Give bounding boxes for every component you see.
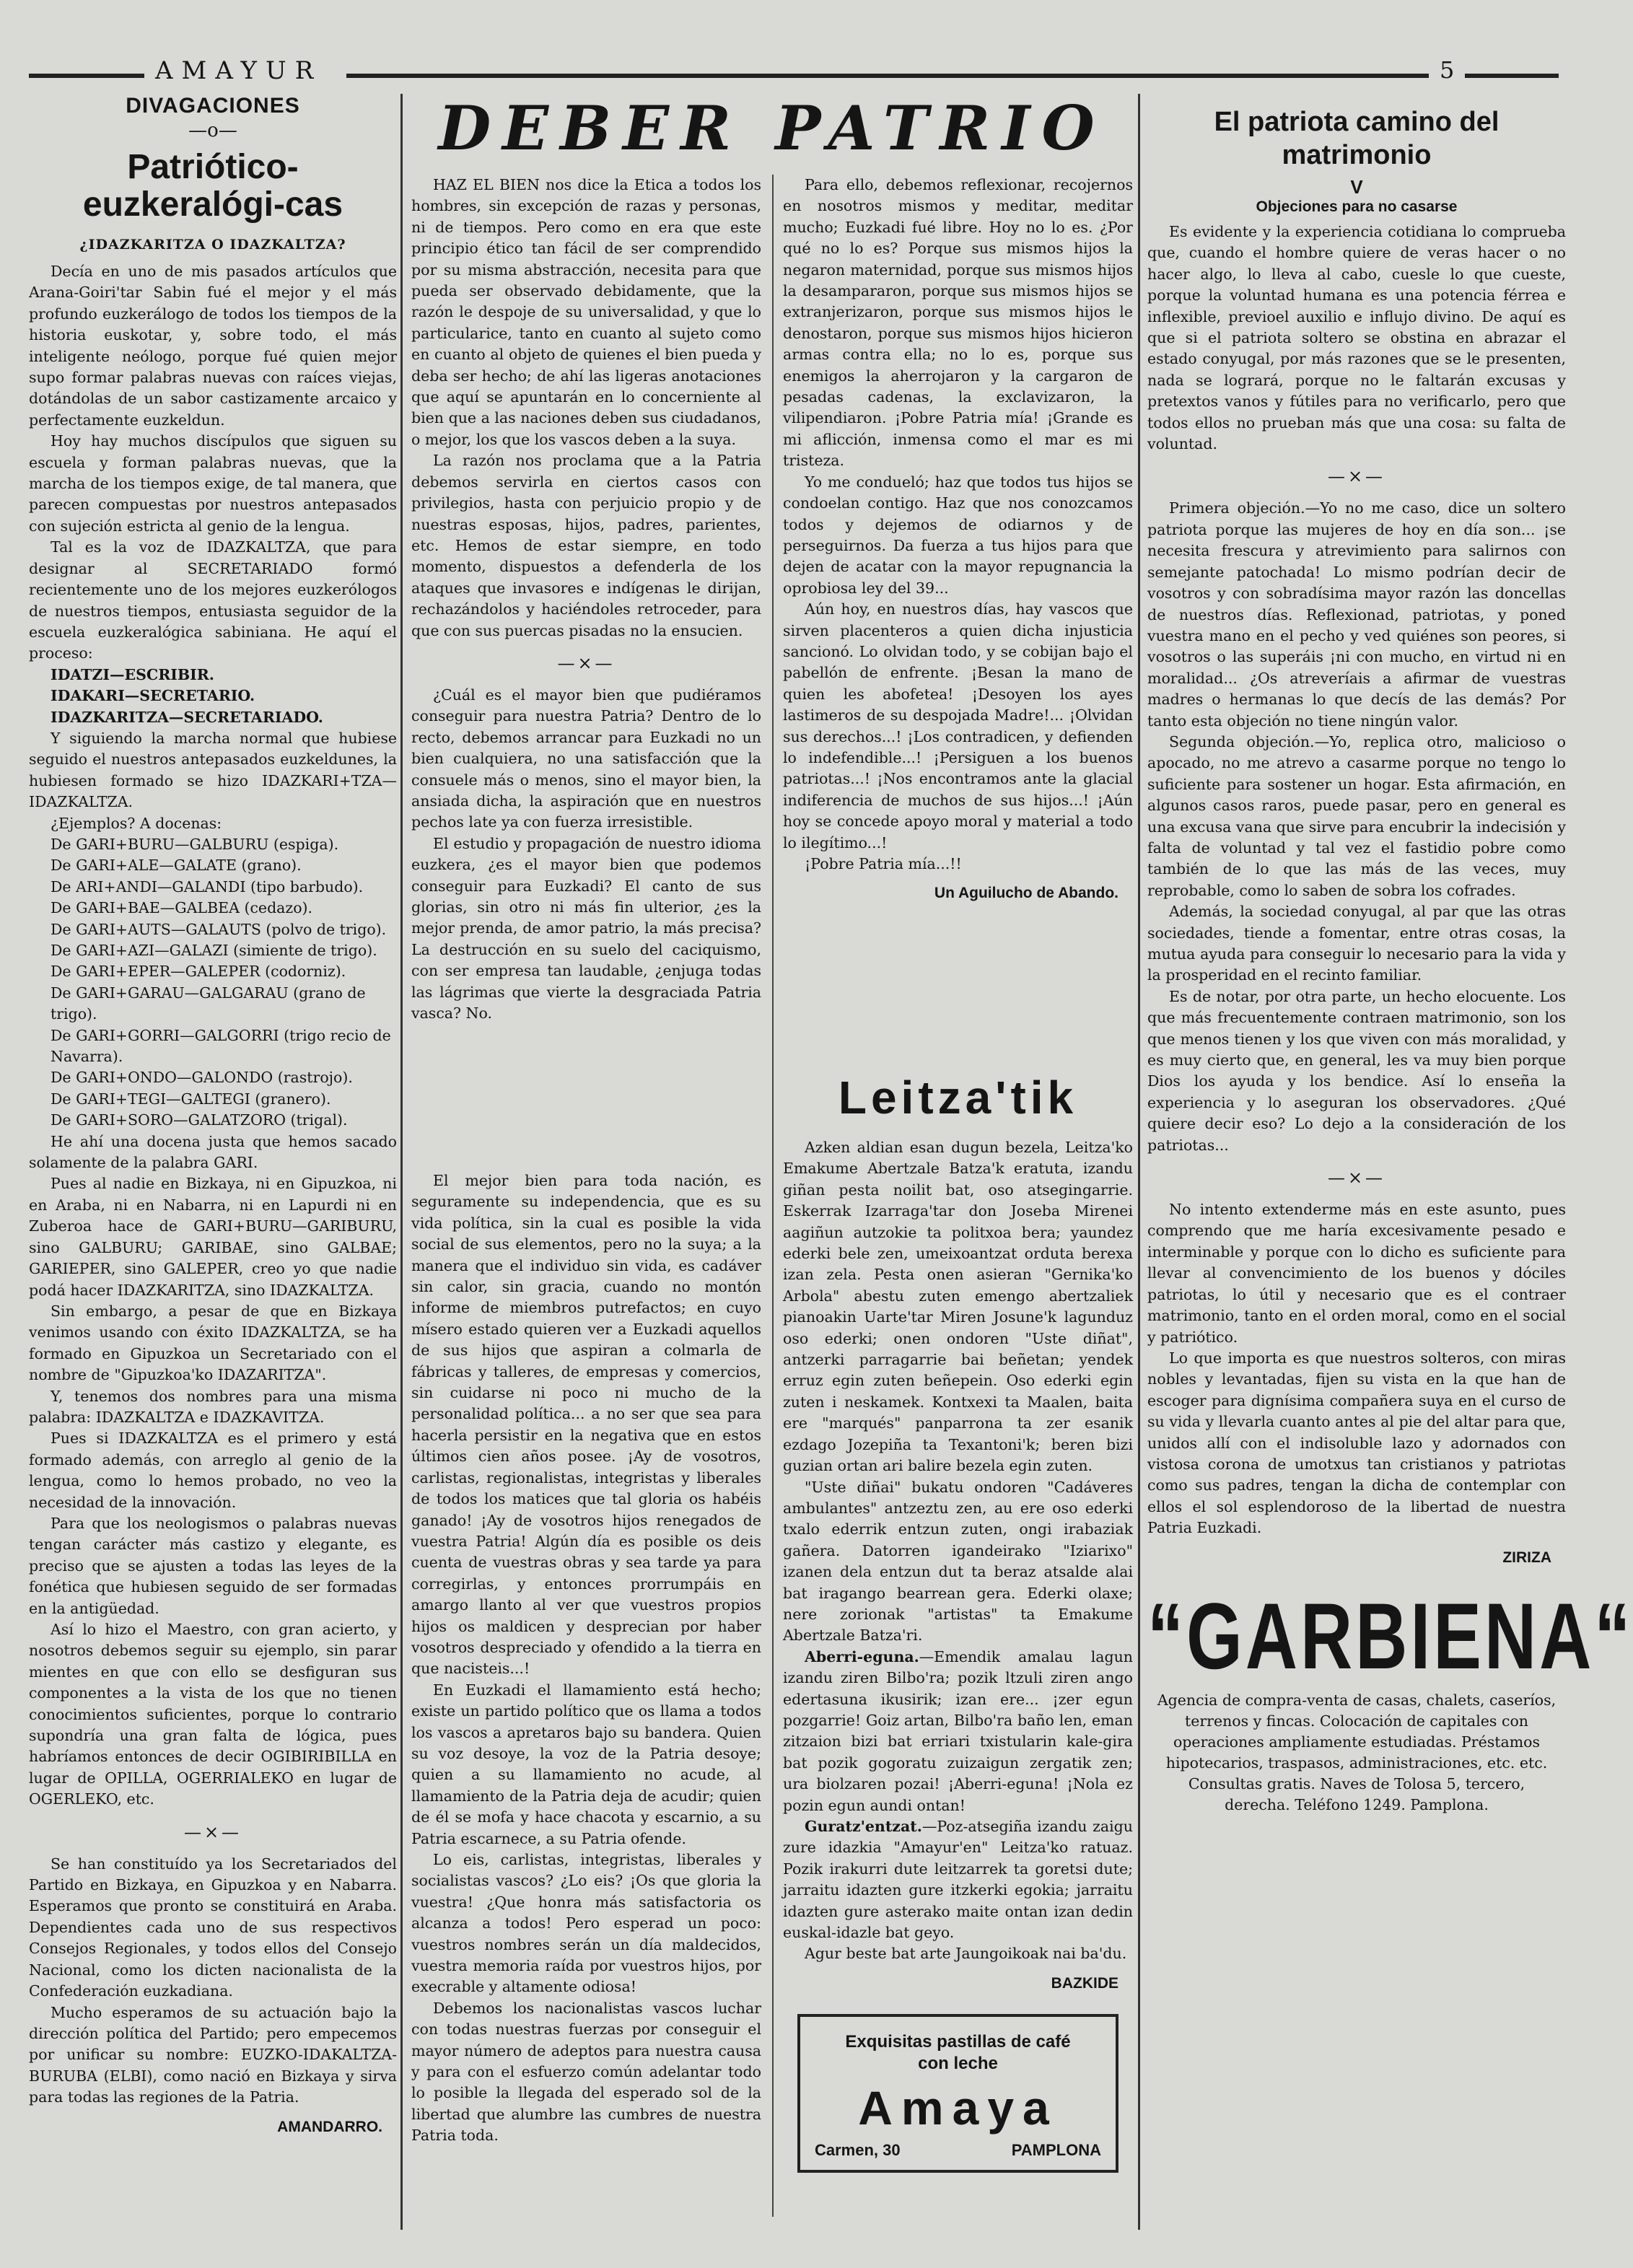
paragraph: Pues si IDAZKALTZA es el primero y está formado además, con arreglo al genio de la lengua, como lo hemos probado, no veo la necesidad de la innovación. xyxy=(29,1429,397,1511)
paragraph: Azken aldian esan dugun bezela, Leitza'ko Emakume Abertzale Batza'k eratuta, izandu giñan pesta noilit bat, oso atsegingarrie. Eskerrak Izarraga'tar don Joseba Mirenei aagiñun autzokie ta politxoa bera; yaundez ederki bele zen, umeixoantzat orduta berexa izan zela. Pesta onen asieran "Gernika'ko Arbola" abestu zuten emengo abertzaliek pianoakin Uarte'tar Miren Josune'k lagunduz oso ederki; onen ondoren "Uste diñat", antzerki parragarrie bai beñetan; yendek erruz egin zuten beñepein. Oso ederki egin zuten i neskamek. Kontxexi ta Maalen, baita ere "marqués" panparrona ta zer esanik ezdago Jozepiña ta Texantoni'k; beren bizi guzian ortan ari balire bezela egin zuten. xyxy=(783,1139,1133,1475)
article-body xyxy=(411,175,1133,2159)
example-line: De GARI+BURU—GALBURU (espiga). xyxy=(51,835,339,853)
masthead-rule xyxy=(1465,74,1559,78)
paragraph: ¿Cuál es el mayor bien que pudiéramos conseguir para nuestra Patria? Dentro de lo recto, debemos arrancar para Euzkadi no un bien cualquiera, no una satisfacción que la consuele más o menos, sino el mayor bien, la ansiada dicha, la aspiración que en nuestros pechos late ya con fuerza irresistible. xyxy=(411,686,761,831)
article-title: El patriota camino del matrimonio xyxy=(1214,107,1500,170)
subcolumn-left xyxy=(411,175,761,1077)
column-divider xyxy=(772,175,774,2217)
example-line: De ARI+ANDI—GALANDI (tipo barbudo). xyxy=(51,877,364,896)
paragraph-text: —Poz-atsegiña izandu zaigu zure idazkia "Amayur'en" Leitza'ko ratuaz. Pozik irakurri dute leitzarrek ta goretsi dute; jarraitu idazten gure itzkerki egokia; jarraitu idazten gure asterako maite ontan izan dedin euskal-idazle bat geyo. xyxy=(783,1818,1133,1942)
signature: Un Aguilucho de Abando. xyxy=(934,885,1118,902)
example-line: De GARI+TEGI—GALTEGI (granero). xyxy=(51,1090,331,1108)
paragraph: Agur beste bat arte Jaungoikoak nai ba'du. xyxy=(805,1945,1127,1963)
column-divider xyxy=(1138,94,1140,2230)
paragraph: Segunda objeción.—Yo, replica otro, malicioso o apocado, no me atrevo a casarme porque no tengo lo suficiente para sostener un hogar. Esta afirmación, en algunos casos raros, puede pasar, pero en general es una excusa vana que sirve para encubrir la indecisión y falta de voluntad y tal vez el fastidio pobre como también de lo que las más de las veces, muy reprobable, como lo saben de sobra los cofrades. xyxy=(1147,732,1566,899)
separator: —×— xyxy=(1327,466,1386,487)
example-line: De GARI+BAE—GALBEA (cedazo). xyxy=(51,899,313,917)
example-line: De GARI+ONDO—GALONDO (rastrojo). xyxy=(51,1069,353,1087)
ad-city: PAMPLONA xyxy=(1011,2140,1101,2159)
paragraph: El estudio y propagación de nuestro idioma euzkera, ¿es el mayor bien que podemos conseguir para Euzkadi? El canto de sus glorias, sin otro ni más fin ulterior, ¿es la mejor prenda, de amor patrio, la más precisa? La destrucción en su suelo del caciquismo, con ser empresa tan laudable, ¿enjuga todas las lágrimas que vierte la desgraciada Patria vasca? No. xyxy=(411,834,761,1023)
paragraph xyxy=(783,1647,1133,1816)
paragraph: Debemos los nacionalistas vascos luchar con todas nuestras fuerzas por conseguir el mayor número de adeptos para nuestra causa y para con el esfuerzo común adelantar todo lo posible la llegada del esperado sol de la libertad que alumbre las cumbres de nuestra Patria toda. xyxy=(411,1999,761,2145)
subheading: Guratz'entzat. xyxy=(805,1818,922,1835)
paragraph xyxy=(783,1816,1133,1943)
process-line: IDAKARI—SECRETARIO. xyxy=(51,687,255,705)
signature: ZIRIZA xyxy=(1502,1549,1551,1566)
paragraph: Lo eis, carlistas, integristas, liberales y socialistas vascos? ¿Lo eis? ¡Os que gloria la vuestra! ¿Que honra más satisfactoria os alcanza a todos! Pero esperad un poco: vuestros nombres serán un día maldecidos, vuestra memoria raída por vuestros hijos, por execrable y altamente odiosa! xyxy=(411,1851,761,1996)
ad-brand: Amaya xyxy=(858,2080,1058,2135)
masthead-rule xyxy=(346,74,1429,78)
advertisement-amaya xyxy=(797,2014,1118,2173)
paragraph: ¿Ejemplos? A docenas: xyxy=(51,814,222,832)
paragraph: Primera objeción.—Yo no me caso, dice un soltero patriota porque las mujeres de hoy en día son... ¡se necesita frescura y atrevimiento para salirnos con semejante patochada! Lo mismo podrían decir de vosotros y con sobradísima mayor razón las doncellas de nuestros días. Reflexionad, patriotas, y poned vuestra mano en el pecho y ved quiénes son peores, si vosotros o las superáis ¡ni con mucho, en virtud ni en moralidad... ¿Os atreveríais a afirmar de vuestras madres o hermanas lo que decís de las demás? Por tanto esta objeción no tiene ningún valor. xyxy=(1147,499,1566,730)
paragraph: "Uste diñai" bukatu ondoren "Cadáveres ambulantes" antzeztu zen, au ere oso ederki txalo ederrik entzun zuten, ongi irabaziak gañera. Datorren igandeirako "Iziarixo" izanen dela entzun dut ta beraz atsalde alai bat iragango bearrean gera. Ederki olaxe; nere zorionak "artistas" ta Emakume Abertzale Batza'ri. xyxy=(783,1478,1133,1645)
paragraph: ¡Pobre Patria mía...!! xyxy=(805,855,962,872)
article-subtitle: ¿IDAZKARITZA O IDAZKALTZA? xyxy=(79,237,346,253)
advertisement-text: Agencia de compra-venta de casas, chalets, caseríos, terrenos y fincas. Colocación de capitales con operaciones ampliamente estudiadas. Préstamos hipotecarios, traspasos, administraciones, etc. etc. Consultas gratis. Naves de Tolosa 5, tercero, derecha. Teléfono 1249. Pamplona. xyxy=(1157,1691,1557,1813)
example-line: De GARI+SORO—GALATZORO (trigal). xyxy=(51,1111,348,1129)
paragraph: Mucho esperamos de su actuación bajo la dirección política del Partido; pero empecemos por unificar su nombre: EUZKO-IDAKALTZA-BURUBA (ELBI), como nació en Bizkaya y sirva para todas las regiones de la Patria. xyxy=(29,2003,397,2106)
process-line: IDAZKARITZA—SECRETARIADO. xyxy=(51,708,323,726)
page-number: 5 xyxy=(1440,56,1455,84)
paragraph: Sin embargo, a pesar de que en Bizkaya venimos usando con éxito IDAZKALTZA, se ha formado en Gipuzkoa un Secretariado con el nombre de "Gipuzkoa'ko IDAZARITZA". xyxy=(29,1302,397,1384)
subcolumn-right xyxy=(783,175,1133,1077)
example-line: De GARI+AZI—GALAZI (simiente de trigo). xyxy=(51,942,377,959)
paragraph: Pues al nadie en Bizkaya, ni en Gipuzkoa, ni en Araba, ni en Nabarra, ni en Lapurdi ni en Zuberoa hace de GARI+BURU—GARIBURU, sino GALBURU; GARIBAE, sino GALBAE; GARIEPER, sino GALEPER, creo yo que nadie podá hacer IDAZKARITZA, sino IDAZKALTZA. xyxy=(29,1175,397,1299)
ad-line: con leche xyxy=(918,2053,998,2073)
paragraph: Aún hoy, en nuestros días, hay vascos que sirven placenteros a quien dicha injusticia sancionó. Lo olvidan todo, y se cobijan bajo el pabellón de enfrente. ¡Besan la mano de quien les abofetea! ¡Desoyen los ayes lastimeros de su despojada Madre!... ¡Olvidan sus derechos...! ¡Los contradicen, y defienden lo indefendible...! ¡Persiguen a los buenos patriotas...! ¡Nos encontramos ante la glacial indiferencia de muchos de sus hijos...! ¡Aún hoy se concede apoyo moral y material a todo lo ilegítimo...! xyxy=(783,600,1133,851)
column-divider xyxy=(400,94,403,2230)
paragraph: Para que los neologismos o palabras nuevas tengan carácter más castizo y elegante, es preciso que se ajusten a todas las leyes de la fonética que hubiesen seguido de ser formadas en la antigüedad. xyxy=(29,1514,397,1617)
paragraph: Además, la sociedad conyugal, al par que las otras sociedades, tiende a fomentar, entre otras cosas, la mutua ayuda para conseguir lo necesario para la vida y la prosperidad en el recinto familiar. xyxy=(1147,903,1566,984)
paper-name: AMAYUR xyxy=(155,56,323,85)
separator: —×— xyxy=(557,652,616,673)
ad-address-row xyxy=(815,2141,1101,2160)
masthead-rule xyxy=(29,74,144,78)
example-line: De GARI+GARAU—GALGARAU (grano de trigo). xyxy=(51,984,366,1023)
part-number: V xyxy=(1350,176,1363,198)
paragraph: Lo que importa es que nuestros solteros, con miras nobles y levantadas, fijen su vista en la que han de escoger para dignísima compañera suya en el curso de su vida y llevarla cuanto antes al pie del altar para que, unidos allí con el indisoluble lazo y adornados con vistosa corona de umotxus tan cristianos y patriotas como sus padres, tengan la dicha de contemplar con ellos el sol esplendoroso de la libertad de nuestra Patria Euzkadi. xyxy=(1147,1349,1566,1537)
paragraph: Y, tenemos dos nombres para una misma palabra: IDAZKALTZA e IDAZKAVITZA. xyxy=(29,1387,397,1426)
column-patriota xyxy=(1147,94,1633,2230)
paragraph-text: —Emendik amalau lagun izandu ziren Bilbo'ra; pozik ltzuli ziren ango edertasuna ikusirik; izan ere... ¡zer egun pozgarrie! Goiz artan, Bilbo'ra baño len, eman zitzaion bizi bat erriari txistularin kale-gira bat pozik gogoratu zuizaigun zergatik zen; ura biolzaren pozai! ¡Aberri-eguna! ¡Nola ez pozin egun aundi ontan! xyxy=(783,1647,1133,1814)
article-title: Leitza'tik xyxy=(838,1072,1078,1124)
subheading: Aberri-eguna. xyxy=(805,1647,919,1665)
signature: BAZKIDE xyxy=(1051,1974,1118,1992)
paragraph: Para ello, debemos reflexionar, recojernos en nosotros mismos y meditar, meditar mucho; Euzkadi fué libre. Hoy no lo es. ¿Por qué no lo es? Porque sus mismos hijos la negaron maternidad, porque sus mismos hijos la desampararon, porque sus mismos hijos se extranjerizaron, porque sus mismos hijos le denostaron, porque sus mismos hijos hicieron armas contra ella; no lo es, porque sus enemigos la aherrojaron y la cargaron de pesadas cadenas, la exclavizaron, la vilipendiaron. ¡Pobre Patria mía! ¡Grande es mi aflicción, inmensa como el mar es mi tristeza. xyxy=(783,176,1133,470)
example-line: De GARI+GORRI—GALGORRI (trigo recio de Navarra). xyxy=(51,1026,391,1066)
section-kicker: DIVAGACIONES xyxy=(126,94,300,118)
paragraph: Así lo hizo el Maestro, con gran acierto, y nosotros debemos seguir su ejemplo, sin parar mientes en que con ello se desfiguran sus componentes a la vista de los que no tienen conocimientos suficientes, porque lo contrario supondría una gran falta de lógica, pues habríamos entonces de decir OGIBIRIBILLA en lugar de OPILLA, OGERRIALEKO en lugar de OGERLEKO, etc. xyxy=(29,1621,397,1808)
process-line: IDATZI—ESCRIBIR. xyxy=(51,665,214,683)
paragraph: Yo me condueló; haz que todos tus hijos se condoelan contigo. Haz que nos conozcamos todos y dejemos de odiarnos y de perseguirnos. Da fuerza a tus hijos para que dejen de acatar con la mayor repugnancia la oprobiosa ley del 39... xyxy=(783,473,1133,597)
ad-address: Carmen, 30 xyxy=(815,2140,901,2159)
paragraph: No intento extenderme más en este asunto, pues comprendo que me haría excesivamente pesado e interminable y porque con lo dicho es suficiente para llevar al convencimiento de los buenos y dóciles patriotas, lo útil y necesario que es el contraer matrimonio, tanto en el orden moral, como en el social y patriótico. xyxy=(1147,1201,1566,1346)
paragraph: El mejor bien para toda nación, es seguramente su independencia, que es su vida política, sin la cual es posible la vida social de sus elementos, pero no la suya; a la manera que el individuo sin vida, es cadáver sin calor, sin gracia, cuando no montón informe de miembros putrefactos; en cuyo mísero estado quieren ver a Euzkadi aquellos de sus hijos que aspiran a colmarla de fábricas y talleres, de empresas y comercios, sin cuidarse ni poco ni mucho de la personalidad política... a no ser que sea para hacerla persistir en la negativa que en estos últimos cien años posee. ¡Ay de vosotros, carlistas, regionalistas, integristas y liberales de todos los matices que tal gloria os habéis ganado! ¡Ay de vosotros hijos renegados de vuestra Patria! Algún día es posible os deis cuenta de vuestras obras y sea tarde ya para corregirlas, y entonces prorrumpáis en amargo llanto al ver que vuestros propios hijos os maldicen y desprecian por haber vosotros despreciado y ofendido a la tierra en que nacisteis...! xyxy=(411,1172,761,1678)
paragraph: En Euzkadi el llamamiento está hecho; existe un partido político que os llama a todos los vascos a apretaros bajo su bandera. Quien su voz desoye, la voz de la Patria desoye; quien a su llamamiento no acude, al llamamiento de la Patria deja de acudir; quien de él se mofa y hace chacota y escarnio, a su Patria escarnece, a su Patria ofende. xyxy=(411,1681,761,1847)
subcolumn-left-lower xyxy=(411,1170,761,2217)
paragraph: He ahí una docena justa que hemos sacado solamente de la palabra GARI. xyxy=(29,1132,397,1172)
column-divagaciones xyxy=(29,94,397,2230)
example-line: De GARI+EPER—GALEPER (codorniz). xyxy=(51,963,346,981)
example-line: De GARI+ALE—GALATE (grano). xyxy=(51,857,302,875)
ad-brand-garbiena: “GARBIENA“ xyxy=(1147,1583,1633,1689)
paragraph: Hoy hay muchos discípulos que siguen su escuela y forman palabras nuevas, que la marcha de los tiempos exige, de tal manera, que parecen compuestas por nuestros antepasados con sujeción estricta al genio de la lengua. xyxy=(29,432,397,535)
masthead xyxy=(29,51,1573,85)
paragraph: Se han constituído ya los Secretariados del Partido en Bizkaya, en Gipuzkoa y en Nabarra. Esperamos que pronto se constituirá en Araba. Dependientes cada uno de sus respectivos Consejos Regionales, y todos ellos del Consejo Nacional, como los dicten nacionalista de la Confederación euzkadiana. xyxy=(29,1855,397,2000)
paragraph: La razón nos proclama que a la Patria debemos servirla en ciertos casos con privilegios, hasta con perjuicio propio y de nuestras esposas, hijos, padres, parientes, etc. Hemos de estar siempre, en todo momento, dispuestos a defenderla de los ataques que invasores e indígenas le dirijan, rechazándolos y haciéndoles retroceder, para que con sus puercas pisadas no la ensucien. xyxy=(411,452,761,639)
ornament: —o— xyxy=(188,120,237,141)
example-line: De GARI+AUTS—GALAUTS (polvo de trigo). xyxy=(51,920,387,938)
paragraph: Y siguiendo la marcha normal que hubiese seguido el nuestros antepasados euzkeldunes, la hubiesen formado se hizo IDAZKARI+TZA—IDAZKALTZA. xyxy=(29,729,397,811)
signature: AMANDARRO. xyxy=(277,2118,382,2135)
article-title: Patriótico-euzkeralógi-cas xyxy=(82,148,343,224)
column-deber-patrio xyxy=(411,94,1133,2230)
leitza-article xyxy=(783,1055,1133,2217)
separator: —×— xyxy=(1327,1168,1386,1188)
separator: —×— xyxy=(183,1821,242,1842)
article-subtitle: Objeciones para no casarse xyxy=(1256,198,1458,215)
ad-line: Exquisitas pastillas de café xyxy=(845,2031,1071,2052)
paragraph: Es de notar, por otra parte, un hecho elocuente. Los que más frecuentemente contraen matrimonio, son los que menos tienen y los que viven con más moralidad, y es muy cierto que, en general, les va muy bien porque Dios los ayuda y los bendice. Así lo enseña la experiencia y lo aseguran los observadores. ¿Qué quiere decir eso? Lo dejo a la consideración de los patriotas... xyxy=(1147,987,1566,1154)
paragraph: Tal es la voz de IDAZKALTZA, que para designar al SECRETARIADO formó recientemente uno de los mejores euzkerólogos de nuestros tiempos, entusiasta seguidor de la escuela euzkeralógica sabiniana. He aquí el proceso: xyxy=(29,538,397,662)
paragraph: HAZ EL BIEN nos dice la Etica a todos los hombres, sin excepción de razas y personas, ni de tiempos. Pero como en era que este principio ético tan fácil de ser comprendido por su misma abstracción, necesita para que pueda ser observado debidamente, que la razón le despoje de su universalidad, y que lo particularice, tanto en cuanto al sujeto como en cuanto al objeto de quienes el bien pueda y deba ser hecho; de ahí las ligeras anotaciones que aquí se apuntarán en lo concerniente al bien que a las naciones deben sus ciudadanos, o mejor, los que los vascos deben a la suya. xyxy=(411,176,761,448)
paragraph: Decía en uno de mis pasados artículos que Arana-Goiri'tar Sabin fué el mejor y el más profundo euzkerálogo de todos los tiempos de la historia euskotar, y, sobre todo, el más inteligente neólogo, porque fué quien mejor supo formar palabras nuevas con raíces viejas, dotándolas de un sabor castizamente arcaico y perfectamente euzkeldun. xyxy=(29,263,397,429)
article-title: DEBER PATRIO xyxy=(438,92,1106,164)
paragraph: Es evidente y la experiencia cotidiana lo comprueba que, cuando el hombre quiere de veras hacer o no hacer algo, lo lleva al cabo, cuesle lo que cueste, porque la voluntad humana es una potencia férrea e inflexible, previoel auxilio e influjo divino. De aquí es que si el patriota soltero se obstina en abrazar el estado conyugal, por más razones que se le presenten, nada se logrará, porque no le faltarán excusas y pretextos vanos y fútiles para no verificarlo, pero que todos ellos no prueban más que una cosa: su falta de voluntad. xyxy=(1147,223,1566,453)
